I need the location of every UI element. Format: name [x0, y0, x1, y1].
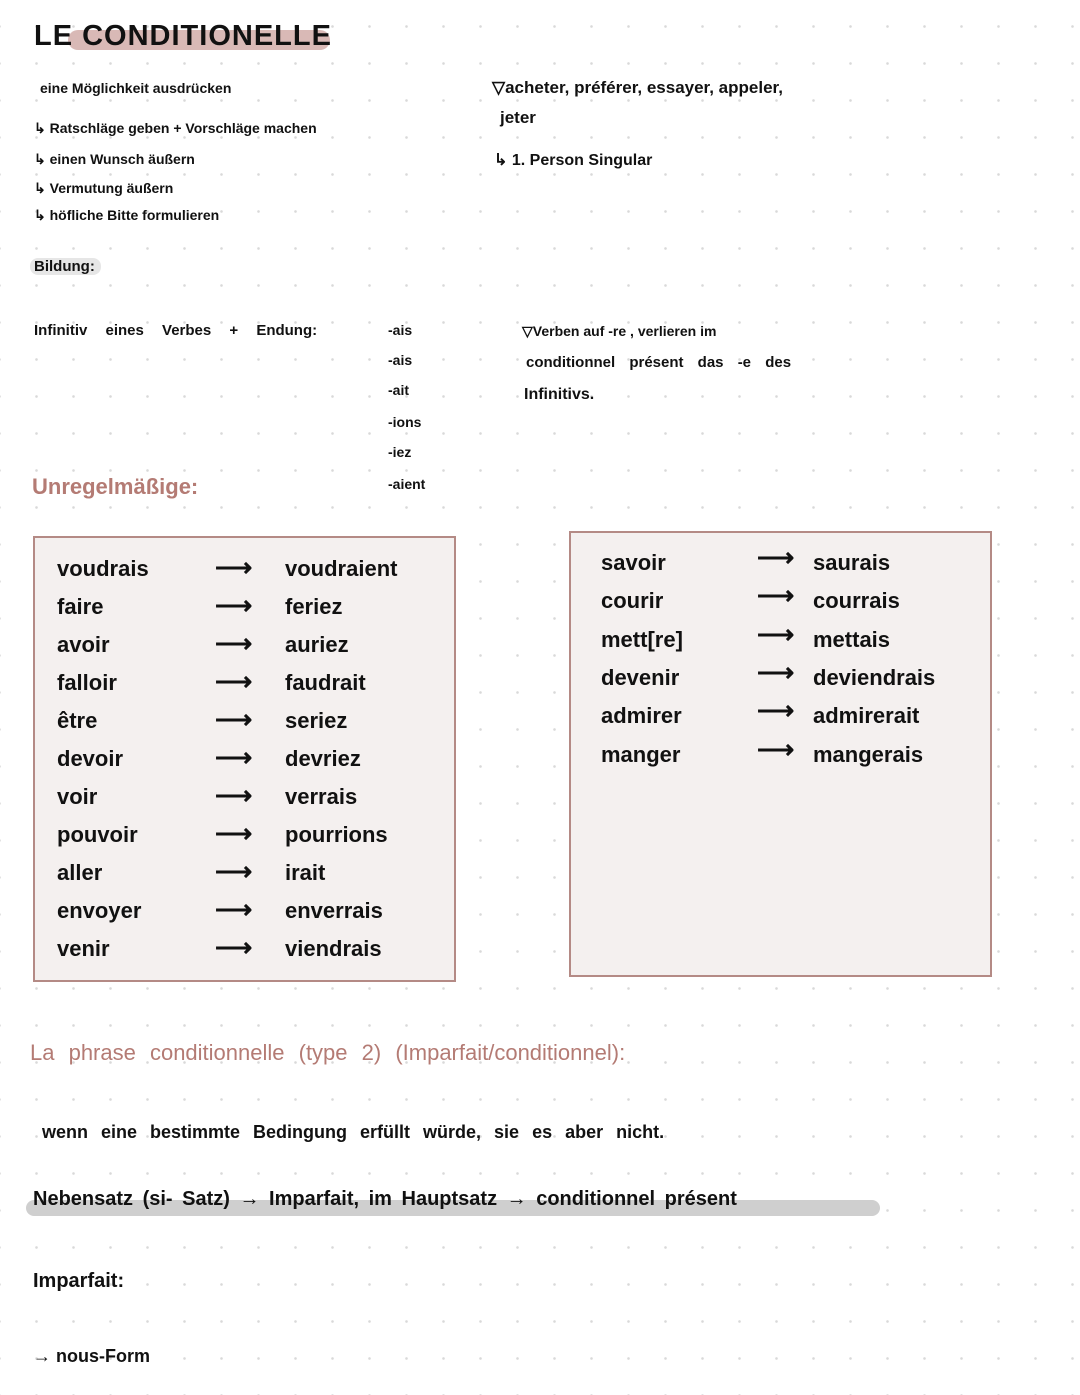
verb-conditional: admirerait [813, 703, 920, 729]
imparfait-rule: → nous-Form [33, 1346, 150, 1366]
verb-infinitive: manger [601, 741, 681, 767]
phrase-rule: Nebensatz (si- Satz) → Imparfait, im Hauptsatz → conditionnel présent [33, 1188, 737, 1210]
use-item: ↳ höfliche Bitte formulieren [34, 207, 220, 223]
verb-infinitive: venir [57, 936, 110, 961]
phrase-explanation: wenn eine bestimmte Bedingung erfüllt würde, sie es aber nicht. [42, 1122, 665, 1142]
arrow-icon: ⟶ [757, 656, 795, 687]
arrow-icon: ⟶ [757, 733, 795, 764]
arrow-icon: ⟶ [757, 618, 795, 649]
arrow-icon: ⟶ [757, 542, 795, 572]
arrow-icon: ⟶ [757, 695, 795, 726]
use-item: ↳ Vermutung äußern [34, 180, 174, 196]
arrow-icon: ⟶ [215, 704, 253, 734]
verb-infinitive: voir [57, 784, 98, 809]
bildung-formula: Infinitiv eines Verbes + Endung: [34, 322, 318, 339]
verb-conditional: auriez [285, 632, 349, 657]
verb-infinitive: voudrais [57, 556, 149, 581]
verb-conditional: irait [285, 860, 326, 885]
arrow-icon: ⟶ [215, 894, 253, 924]
use-item-text: höfliche Bitte formulieren [49, 207, 220, 223]
verb-infinitive: courir [601, 588, 664, 614]
arrow-icon: ⟶ [215, 666, 253, 696]
use-item-text: einen Wunsch äußern [49, 151, 195, 167]
note-re-line2: conditionnel présent das -e des [526, 354, 792, 371]
verb-infinitive: pouvoir [57, 822, 138, 847]
verb-conditional: courrais [813, 588, 900, 614]
verb-conditional: viendrais [285, 936, 382, 961]
page-title: LE CONDITIONELLE [34, 20, 332, 52]
verb-conditional: mettais [813, 626, 891, 652]
irregular-heading: Unregelmäßige: [32, 474, 199, 499]
verb-conditional: feriez [285, 594, 343, 619]
imparfait-heading: Imparfait: [33, 1270, 125, 1292]
arrow-icon: ⟶ [757, 580, 795, 611]
verb-infinitive: falloir [57, 670, 117, 695]
ending: -ais [388, 352, 413, 368]
warning-triangle-icon: ▽ [522, 323, 533, 339]
verb-infinitive: aller [57, 860, 103, 885]
note-verbs-line3 [494, 150, 652, 170]
ending: -ais [388, 322, 413, 338]
arrow-icon: ⟶ [215, 590, 253, 620]
verb-conditional: saurais [813, 550, 891, 575]
note-verbs-line [492, 78, 783, 98]
verb-infinitive: avoir [57, 632, 110, 657]
phrase-heading: La phrase conditionnelle (type 2) (Imparfait/conditionnel): [30, 1040, 626, 1065]
note-re-line3: Infinitivs. [524, 386, 595, 403]
use-item: ↳ einen Wunsch äußern [34, 151, 195, 167]
verb-conditional: voudraient [285, 556, 398, 581]
note-verbs-text: acheter, préférer, essayer, appeler, [505, 78, 783, 97]
verb-conditional: enverrais [285, 898, 383, 923]
verb-conditional: devriez [285, 746, 361, 771]
arrow-icon: ⟶ [215, 552, 253, 582]
verb-conditional: faudrait [285, 670, 366, 695]
verb-infinitive: admirer [601, 703, 682, 729]
note-re-line [522, 323, 716, 340]
bildung-heading: Bildung: [30, 258, 101, 275]
verb-infinitive: être [57, 708, 98, 733]
use-item-text: Vermutung äußern [49, 180, 174, 196]
note-verbs-line2: jeter [500, 108, 536, 127]
use-item-text: Ratschläge geben + Vorschläge machen [49, 120, 317, 136]
verb-conditional: deviendrais [813, 664, 936, 690]
verb-conditional: pourrions [285, 822, 388, 847]
verb-conditional: seriez [285, 708, 348, 733]
verb-infinitive: mett[re] [601, 626, 683, 652]
arrow-icon: ⟶ [215, 856, 253, 886]
verb-conditional: verrais [285, 784, 358, 809]
note-re-text: Verben auf -re , verlieren im [532, 323, 717, 339]
return-arrow-icon: ↳ [494, 152, 512, 169]
verb-infinitive: savoir [601, 550, 666, 575]
verb-conditional: mangerais [813, 741, 924, 767]
verb-infinitive: envoyer [57, 898, 142, 923]
ending: -ions [388, 414, 422, 430]
arrow-icon: ⟶ [215, 818, 253, 848]
arrow-icon: ⟶ [215, 932, 253, 962]
verb-infinitive: faire [57, 594, 104, 619]
arrow-icon: ⟶ [215, 628, 253, 658]
ending: -ait [388, 382, 409, 398]
arrow-icon: ⟶ [215, 742, 253, 772]
verb-infinitive: devenir [601, 664, 680, 690]
note-verbs-text: 1. Person Singular [511, 152, 653, 169]
ending: -iez [388, 444, 412, 460]
verb-infinitive: devoir [57, 746, 124, 771]
arrow-icon: ⟶ [215, 780, 253, 810]
ending: -aient [388, 476, 426, 492]
uses-intro: eine Möglichkeit ausdrücken [40, 80, 232, 96]
use-item: ↳ Ratschläge geben + Vorschläge machen [34, 120, 317, 136]
warning-triangle-icon: ▽ [492, 78, 506, 97]
